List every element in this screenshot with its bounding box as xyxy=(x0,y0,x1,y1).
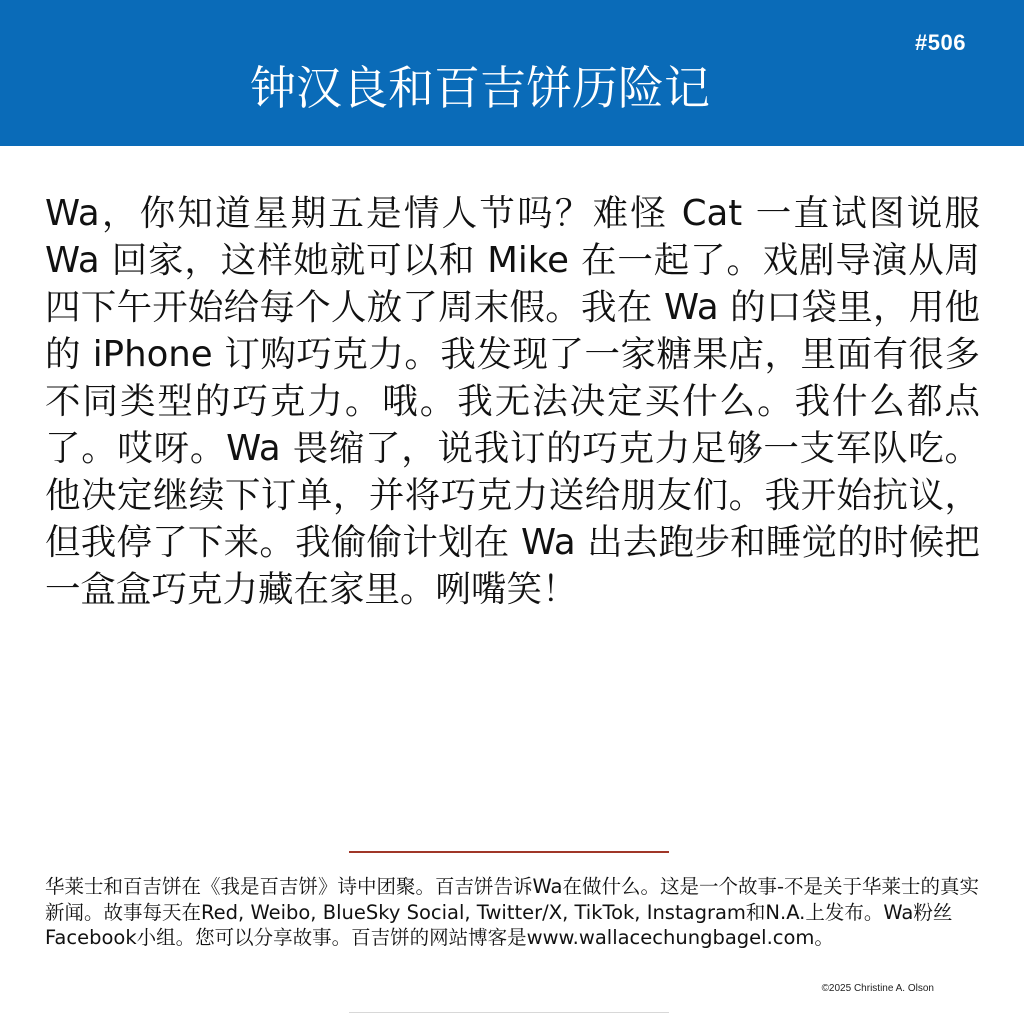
issue-number: #506 xyxy=(915,30,966,55)
footer-note: 华莱士和百吉饼在《我是百吉饼》诗中团聚。百吉饼告诉Wa在做什么。这是一个故事-不是关于华莱士的真实新闻。故事每天在Red, Weibo, BlueSky Social, Twitter/X, TikTok, Instagram和N.A.上发布。Wa粉丝Facebook小组。您可以分享故事。百吉饼的网站博客是www.wallacechungbagel.com。 xyxy=(45,875,980,949)
bottom-rule xyxy=(349,1012,669,1013)
page-title: 钟汉良和百吉饼历险记 xyxy=(250,61,710,115)
header-banner xyxy=(0,0,1024,146)
story-text: Wa，你知道星期五是情人节吗？难怪 Cat 一直试图说服 Wa 回家，这样她就可以和 Mike 在一起了。戏剧导演从周四下午开始给每个人放了周末假。我在 Wa 的口袋里，用他的 iPhone 订购巧克力。我发现了一家糖果店，里面有很多不同类型的巧克力。哦。我无法决定买什么。我什么都点了。哎呀。Wa 畏缩了，说我订的巧克力足够一支军队吃。他决定继续下订单，并将巧克力送给朋友们。我开始抗议，但我停了下来。我偷偷计划在 Wa 出去跑步和睡觉的时候把一盒盒巧克力藏在家里。咧嘴笑！ xyxy=(45,193,980,610)
divider-line xyxy=(349,851,669,853)
copyright-notice: ©2025 Christine A. Olson xyxy=(821,983,934,994)
